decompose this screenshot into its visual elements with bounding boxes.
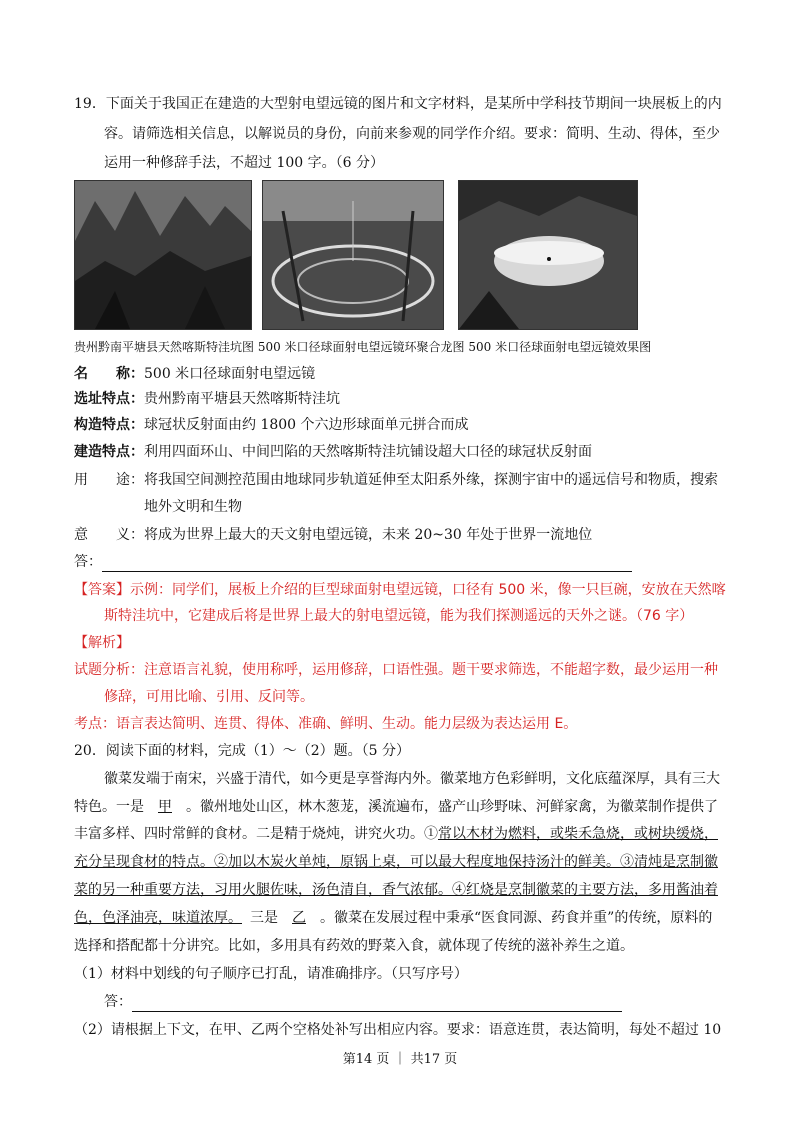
analysis-heading: 【解析】 <box>74 635 130 651</box>
q20-sub-1-answer-blank[interactable] <box>132 995 622 1012</box>
q20-paragraph-line-1: 徽菜发端于南宋，兴盛于清代，如今更是享誉海内外。徽菜地方色彩鲜明，文化底蕴深厚，具有三大 <box>104 771 720 787</box>
q20-sub-1-answer <box>104 992 622 1012</box>
field-name <box>74 364 315 384</box>
field-use-label: 用 途： <box>74 472 144 488</box>
q19-line-1: 19．下面关于我国正在建造的大型射电望远镜的图片和文字材料，是某所中学科技节期间一块展板上的内 <box>74 96 722 112</box>
q20-underlined-6: 色，色泽油亮，味道浓厚。 <box>74 910 242 926</box>
q20-text-3a: 丰富多样、四时常鲜的食材。二是精于烧炖，讲究火功。① <box>74 826 438 842</box>
karst-landscape-photo <box>74 180 252 330</box>
q19-line-2: 容。请筛选相关信息，以解说员的身份，向前来参观的同学作介绍。要求：简明、生动、得体，至少 <box>104 126 720 142</box>
q20-paragraph-line-7: 选择和搭配都十分讲究。比如，多用具有药效的野菜入食，就体现了传统的滋补养生之道。 <box>74 938 634 954</box>
field-meaning-value: 将成为世界上最大的天文射电望远镜，未来 20~30 年处于世界一流地位 <box>144 527 593 543</box>
q19-line-3: 运用一种修辞手法，不超过 100 字。（6 分） <box>104 155 384 171</box>
q20-sub-2: （2）请根据上下文，在甲、乙两个空格处补写出相应内容。要求：语意连贯，表达简明，每处不超过 10 <box>74 1022 722 1038</box>
telescope-rendering-photo <box>458 180 638 330</box>
field-name-label: 名 称： <box>74 366 144 382</box>
test-point: 考点：语言表达简明、连贯、得体、准确、鲜明、生动。能力层级为表达运用 E。 <box>74 716 578 732</box>
q19-answer-label: 答： <box>74 554 102 570</box>
photo-caption: 贵州黔南平塘县天然喀斯特洼坑图 500 米口径球面射电望远镜环聚合龙图 500 米口径球面射电望远镜效果图 <box>74 340 652 354</box>
field-use-value: 将我国空间测控范围由地球同步轨道延伸至太阳系外缘，探测宇宙中的遥远信号和物质，搜索 <box>144 472 718 488</box>
field-meaning-label: 意 义： <box>74 527 144 543</box>
blank-jia[interactable]: 甲 <box>158 799 172 815</box>
q20-title: 20．阅读下面的材料，完成（1）～（2）题。（5 分） <box>74 743 410 759</box>
q20-paragraph-line-6 <box>74 908 712 928</box>
answer-19-line-1: 【答案】示例：同学们，展板上介绍的巨型球面射电望远镜，口径有 500 米，像一只巨碗，安放在天然喀 <box>74 582 726 598</box>
q19-answer-line <box>74 552 632 572</box>
field-site-label: 选址特点： <box>74 391 144 407</box>
answer-19-line-2: 斯特洼坑中，它建成后将是世界上最大的射电望远镜，能为我们探测遥远的天外之谜。（76 字） <box>104 608 694 624</box>
field-meaning <box>74 525 592 545</box>
q20-paragraph-line-4: 充分呈现食材的特点。②加以木炭火单炖，原锅上桌，可以最大程度地保持汤汁的鲜美。③清炖是烹制徽 <box>74 854 718 870</box>
field-site <box>74 389 340 409</box>
field-structure-label: 构造特点： <box>74 417 144 433</box>
q20-paragraph-line-3 <box>74 824 718 844</box>
q20-text-2a: 特色。一是 <box>74 799 144 815</box>
q20-underlined-3: 常以木材为燃料，或柴禾急烧，或树块缓烧， <box>438 826 718 842</box>
field-use <box>74 470 718 490</box>
q20-text-6c: 。徽菜在发展过程中秉承“医食同源、药食并重”的传统，原料的 <box>320 910 713 926</box>
q20-sub-1-answer-label: 答： <box>104 994 132 1010</box>
field-structure-value: 球冠状反射面由约 1800 个六边形球面单元拼合而成 <box>144 417 469 433</box>
q20-paragraph-line-5: 菜的另一种重要方法，习用火腿佐味，汤色清自，香气浓郁。④红烧是烹制徽菜的主要方法，多用酱油着 <box>74 882 718 898</box>
q19-answer-blank[interactable] <box>102 555 632 572</box>
analysis-line-1: 试题分析：注意语言礼貌，使用称呼，运用修辞，口语性强。题干要求筛选，不能超字数，最少运用一种 <box>74 662 718 678</box>
q20-text-6b: 三是 <box>250 910 278 926</box>
q20-text-2b: 。徽州地处山区，林木葱茏，溪流遍布，盛产山珍野味、河鲜家禽，为徽菜制作提供了 <box>186 799 718 815</box>
analysis-line-2: 修辞，可用比喻、引用、反问等。 <box>104 689 314 705</box>
field-use-line-2: 地外文明和生物 <box>144 499 242 515</box>
page-footer: 第14 页 ｜ 共17 页 <box>342 1052 458 1067</box>
field-structure <box>74 415 469 435</box>
telescope-construction-photo <box>262 180 444 330</box>
field-name-value: 500 米口径球面射电望远镜 <box>144 366 316 382</box>
field-construction-value: 利用四面环山、中间凹陷的天然喀斯特洼坑铺设超大口径的球冠状反射面 <box>144 444 592 460</box>
blank-yi[interactable]: 乙 <box>292 910 306 926</box>
field-construction <box>74 442 592 462</box>
q20-paragraph-line-2 <box>74 797 718 817</box>
field-construction-label: 建造特点： <box>74 444 144 460</box>
field-site-value: 贵州黔南平塘县天然喀斯特洼坑 <box>144 391 340 407</box>
q20-sub-1: （1）材料中划线的句子顺序已打乱，请准确排序。（只写序号） <box>74 966 468 982</box>
